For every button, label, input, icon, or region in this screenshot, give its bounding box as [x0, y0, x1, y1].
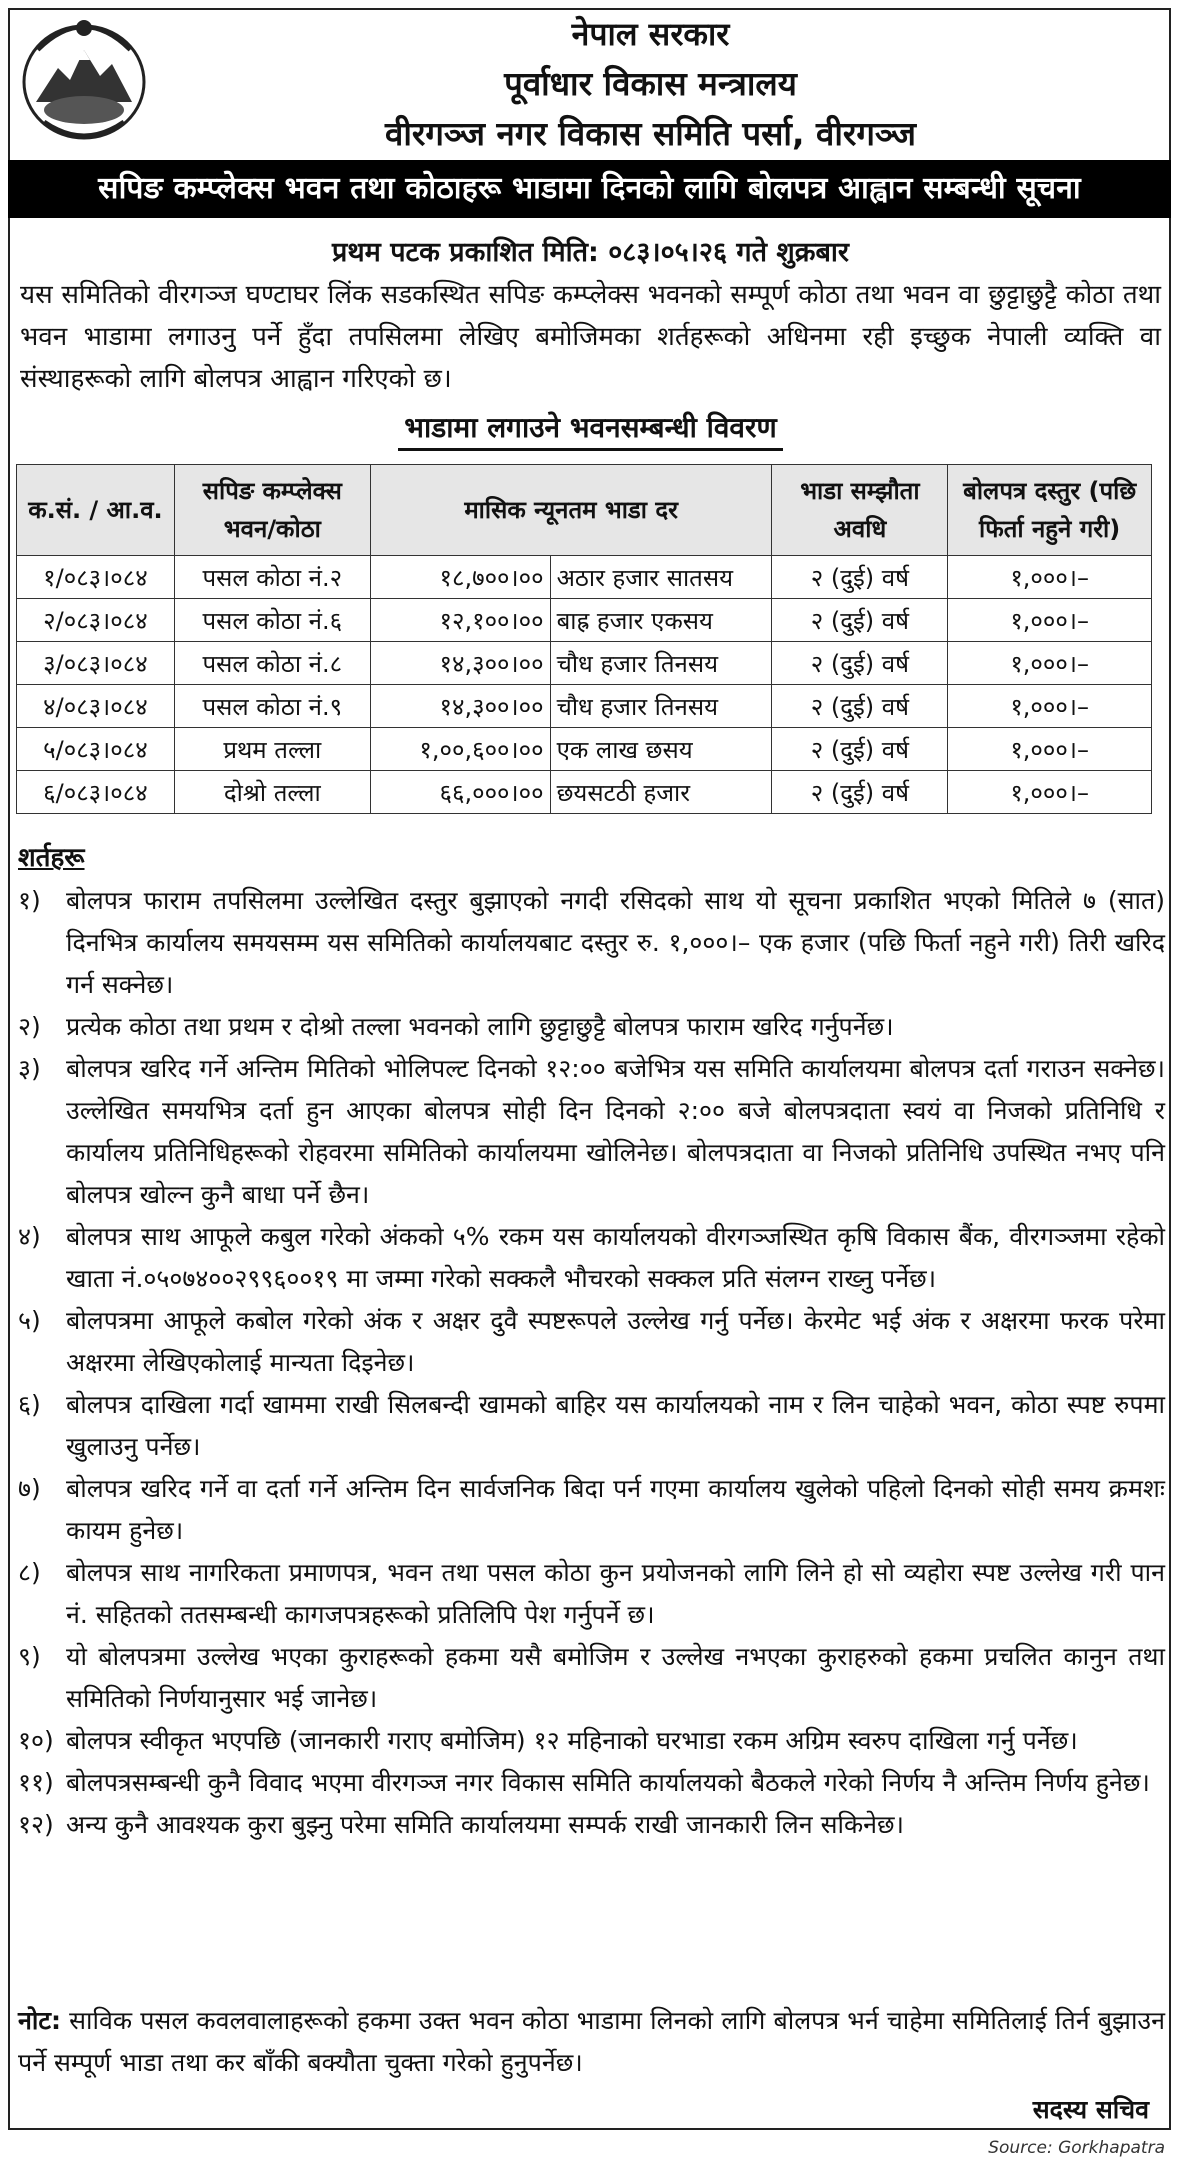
cell-period: २ (दुई) वर्ष [772, 685, 948, 728]
cell-period: २ (दुई) वर्ष [772, 642, 948, 685]
cell-sn: ४/०८३।०८४ [17, 685, 175, 728]
header-rate: मासिक न्यूनतम भाडा दर [370, 465, 772, 556]
source-credit: Source: Gorkhapatra [988, 2138, 1165, 2158]
cell-unit: दोश्रो तल्ला [174, 771, 370, 814]
cell-rate: ६६,०००।०० [370, 771, 550, 814]
cell-unit: पसल कोठा नं.६ [174, 599, 370, 642]
header-office: वीरगञ्ज नगर विकास समिति पर्सा, वीरगञ्ज [385, 114, 916, 153]
cell-unit: पसल कोठा नं.८ [174, 642, 370, 685]
term-number: ४) [18, 1222, 41, 1251]
notice-title: सपिङ कम्प्लेक्स भवन तथा कोठाहरू भाडामा दिनको लागि बोलपत्र आह्वान सम्बन्धी सूचना [8, 160, 1171, 218]
terms-heading: शर्तहरू [18, 843, 85, 873]
list-item [18, 1762, 1165, 1804]
table-header-row [17, 465, 1152, 556]
table-row [17, 728, 1152, 771]
cell-fee: १,०००।– [948, 685, 1152, 728]
cell-rate-words: छयसटठी हजार [550, 771, 772, 814]
term-number: ७) [18, 1474, 41, 1503]
table-row [17, 642, 1152, 685]
list-item [18, 1384, 1165, 1468]
publish-date: प्रथम पटक प्रकाशित मिति: ०८३।०५।२६ गते शुक्रबार [332, 237, 849, 268]
cell-rate: १४,३००।०० [370, 642, 550, 685]
header-period: भाडा सम्झौता अवधि [772, 465, 948, 556]
cell-sn: २/०८३।०८४ [17, 599, 175, 642]
term-text: बोलपत्र खरिद गर्ने वा दर्ता गर्ने अन्तिम दिन सार्वजनिक बिदा पर्न गएमा कार्यालय खुलेको पहिलो दिनको सोही समय क्रमशः कायम हुनेछ। [66, 1474, 1165, 1545]
term-text: बोलपत्रमा आफूले कबोल गरेको अंक र अक्षर दुवै स्पष्टरूपले उल्लेख गर्नु पर्नेछ। केरमेट भई अंक र अक्षरमा फरक परेमा अक्षरमा लेखिएकोलाई मान्यता दिइनेछ। [66, 1306, 1165, 1377]
cell-unit: पसल कोठा नं.९ [174, 685, 370, 728]
table-row [17, 685, 1152, 728]
list-item [18, 1468, 1165, 1552]
cell-fee: १,०००।– [948, 728, 1152, 771]
term-text: बोलपत्र दाखिला गर्दा खाममा राखी सिलबन्दी खामको बाहिर यस कार्यालयको नाम र लिन चाहेको भवन, कोठा स्पष्ट रुपमा खुलाउनु पर्नेछ। [66, 1390, 1165, 1461]
cell-rate-words: एक लाख छसय [550, 728, 772, 771]
term-text: बोलपत्र साथ आफूले कबुल गरेको अंकको ५% रकम यस कार्यालयको वीरगञ्जस्थित कृषि विकास बैंक, वीरगञ्जमा रहेको खाता नं.०५०७४००२९९६००१९ मा जम्मा गरेको सक्कलै भौचरको सक्कल प्रति संलग्न राख्नु पर्नेछ। [66, 1222, 1165, 1293]
term-text: बोलपत्र खरिद गर्ने अन्तिम मितिको भोलिपल्ट दिनको १२:०० बजेभित्र यस समिति कार्यालयमा बोलपत्र दर्ता गराउन सक्नेछ। उल्लेखित समयभित्र दर्ता हुन आएका बोलपत्र सोही दिन दिनको २:०० बजे बोलपत्रदाता स्वयं वा निजको प्रतिनिधि र कार्यालय प्रतिनिधिहरूको रोहवरमा समितिको कार्यालयमा खोलिनेछ। बोलपत्रदाता वा निजको प्रतिनिधि उपस्थित नभए पनि बोलपत्र खोल्न कुनै बाधा पर्ने छैन। [66, 1054, 1165, 1209]
list-item [18, 1300, 1165, 1384]
list-item [18, 880, 1165, 1006]
cell-period: २ (दुई) वर्ष [772, 556, 948, 599]
term-text: प्रत्येक कोठा तथा प्रथम र दोश्रो तल्ला भवनको लागि छुट्टाछुट्टै बोलपत्र फाराम खरिद गर्नुपर्नेछ। [66, 1012, 894, 1041]
list-item [18, 1216, 1165, 1300]
terms-list [18, 880, 1165, 1846]
list-item [18, 1048, 1165, 1216]
list-item [18, 1720, 1165, 1762]
term-number: ५) [18, 1306, 41, 1335]
cell-rate-words: चौध हजार तिनसय [550, 685, 772, 728]
nepal-government-emblem-icon [18, 10, 150, 148]
term-number: ११) [18, 1768, 54, 1797]
cell-unit: प्रथम तल्ला [174, 728, 370, 771]
term-number: ६) [18, 1390, 41, 1419]
note-label: नोट: [18, 2006, 61, 2035]
table-row [17, 771, 1152, 814]
cell-fee: १,०००।– [948, 771, 1152, 814]
term-text: बोलपत्र फाराम तपसिलमा उल्लेखित दस्तुर बुझाएको नगदी रसिदको साथ यो सूचना प्रकाशित भएको मितिले ७ (सात) दिनभित्र कार्यालय समयसम्म यस समितिको कार्यालयबाट दस्तुर रु. १,०००।– एक हजार (पछि फिर्ता नहुने गरी) तिरी खरिद गर्न सक्नेछ। [66, 886, 1165, 999]
rental-table [16, 464, 1152, 814]
cell-rate: १८,७००।०० [370, 556, 550, 599]
note-paragraph [18, 2000, 1165, 2084]
term-text: अन्य कुनै आवश्यक कुरा बुझ्नु परेमा समिति कार्यालयमा सम्पर्क राखी जानकारी लिन सकिनेछ। [66, 1810, 905, 1839]
cell-rate: १२,१००।०० [370, 599, 550, 642]
term-number: १२) [18, 1810, 54, 1839]
term-number: १०) [18, 1726, 54, 1755]
cell-rate-words: बाह्र हजार एकसय [550, 599, 772, 642]
cell-rate-words: चौध हजार तिनसय [550, 642, 772, 685]
term-text: बोलपत्र साथ नागरिकता प्रमाणपत्र, भवन तथा पसल कोठा कुन प्रयोजनको लागि लिने हो सो व्यहोरा स्पष्ट उल्लेख गरी पान नं. सहितको ततसम्बन्धी कागजपत्रहरूको प्रतिलिपि पेश गर्नुपर्ने छ। [66, 1558, 1165, 1629]
cell-sn: ६/०८३।०८४ [17, 771, 175, 814]
cell-rate-words: अठार हजार सातसय [550, 556, 772, 599]
list-item [18, 1636, 1165, 1720]
signature-title: सदस्य सचिव [1032, 2095, 1149, 2124]
term-text: बोलपत्रसम्बन्धी कुनै विवाद भएमा वीरगञ्ज नगर विकास समिति कार्यालयको बैठकले गरेको निर्णय नै अन्तिम निर्णय हुनेछ। [66, 1768, 1150, 1797]
cell-period: २ (दुई) वर्ष [772, 771, 948, 814]
term-text: यो बोलपत्रमा उल्लेख भएका कुराहरूको हकमा यसै बमोजिम र उल्लेख नभएका कुराहरुको हकमा प्रचलित कानुन तथा समितिको निर्णयानुसार भई जानेछ। [66, 1642, 1165, 1713]
cell-rate: १,००,६००।०० [370, 728, 550, 771]
list-item [18, 1006, 1165, 1048]
term-number: ३) [18, 1054, 41, 1083]
cell-sn: १/०८३।०८४ [17, 556, 175, 599]
list-item [18, 1552, 1165, 1636]
cell-sn: ५/०८३।०८४ [17, 728, 175, 771]
table-title [0, 408, 1181, 446]
table-row [17, 599, 1152, 642]
header-fee: बोलपत्र दस्तुर (पछि फिर्ता नहुने गरी) [948, 465, 1152, 556]
term-number: ९) [18, 1642, 41, 1671]
header-unit: सपिङ कम्प्लेक्स भवन/कोठा [174, 465, 370, 556]
cell-fee: १,०००।– [948, 556, 1152, 599]
cell-fee: १,०००।– [948, 642, 1152, 685]
header-sn: क.सं. / आ.व. [17, 465, 175, 556]
cell-period: २ (दुई) वर्ष [772, 728, 948, 771]
table-title-text: भाडामा लगाउने भवनसम्बन्धी विवरण [398, 411, 782, 451]
term-number: २) [18, 1012, 41, 1041]
term-number: १) [18, 886, 41, 915]
table-row [17, 556, 1152, 599]
intro-paragraph: यस समितिको वीरगञ्ज घण्टाघर लिंक सडकस्थित सपिङ कम्प्लेक्स भवनको सम्पूर्ण कोठा तथा भवन वा छुट्टाछुट्टै कोठा तथा भवन भाडामा लगाउनु पर्ने हुँदा तपसिलमा लेखिए बमोजिमका शर्तहरूको अधिनमा रही इच्छुक नेपाली व्यक्ति वा संस्थाहरूको लागि बोलपत्र आह्वान गरिएको छ। [20, 280, 1161, 394]
cell-fee: १,०००।– [948, 599, 1152, 642]
header-government: नेपाल सरकार [571, 15, 730, 53]
header-ministry: पूर्वाधार विकास मन्त्रालय [504, 64, 797, 103]
term-text: बोलपत्र स्वीकृत भएपछि (जानकारी गराए बमोजिम) १२ महिनाको घरभाडा रकम अग्रिम स्वरुप दाखिला गर्नु पर्नेछ। [66, 1726, 1078, 1755]
cell-rate: १४,३००।०० [370, 685, 550, 728]
term-number: ८) [18, 1558, 41, 1587]
header [0, 0, 1181, 160]
cell-period: २ (दुई) वर्ष [772, 599, 948, 642]
note-text: साविक पसल कवलवालाहरूको हकमा उक्त भवन कोठा भाडामा लिनको लागि बोलपत्र भर्न चाहेमा समितिलाई तिर्न बुझाउन पर्ने सम्पूर्ण भाडा तथा कर बाँकी बक्यौता चुक्ता गरेको हुनुपर्नेछ। [18, 2006, 1165, 2077]
cell-sn: ३/०८३।०८४ [17, 642, 175, 685]
cell-unit: पसल कोठा नं.२ [174, 556, 370, 599]
list-item [18, 1804, 1165, 1846]
